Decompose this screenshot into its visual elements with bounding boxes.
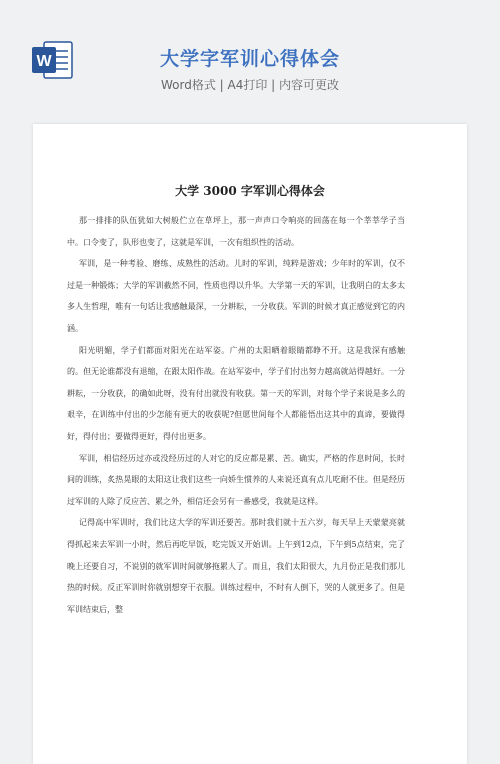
page-title: 大学字军训心得体会 <box>159 48 340 70</box>
paragraph: 阳光明媚，学子们都面对阳光在站军姿。广州的太阳晒着眼睛都睁不开。这是我深有感触的。但无论谁都没有退缩，在跟太阳作战。在站军姿中，学子们付出努力越高就站得越好。一分耕耘，一分收获，的确如此呀，没有付出就没有收获。第一天的军训，对每个学子来说是多么的艰辛，在训练中付出的少怎能有更大的收获呢?但愿世间每个人都能悟出这其中的真谛，要做得好，得付出；要做得更好，得付出更多。 <box>67 345 405 441</box>
paragraph: 军训，相信经历过亦或没经历过的人对它的反应都是累、苦。确实，严格的作息时间，长时间的训练，炙热晃眼的太阳这让我们这些一向娇生惯养的人来说还真有点儿吃耐不住。但是经历过军训的人除了反应苦、累之外，相信还会另有一番感受，我就是这样。 <box>67 453 405 506</box>
document-title: 大学 3000 字军训心得体会 <box>175 184 325 198</box>
paragraph: 那一排排的队伍犹如大树般伫立在草坪上，那一声声口令响亮的回荡在每一个莘莘学子当中。口令变了，队形也变了，这就是军训，一次有组织性的活动。 <box>67 216 405 247</box>
word-icon-letter: W <box>36 53 52 70</box>
page-header <box>0 0 500 120</box>
paragraph: 军训，是一种考验、磨练、成熟性的活动。儿时的军训，纯粹是游戏；少年时的军训，仅不过是一种锻炼；大学的军训截然不同，性质也得以升华。大学第一天的军训，让我明白的太多太多人生哲理，唯有一句话让我感触最深，一分耕耘，一分收获。军训的时候才真正感觉到它的内涵。 <box>67 259 405 333</box>
page-subtitle: Word格式 | A4打印 | 内容可更改 <box>160 78 340 92</box>
paragraph: 记得高中军训时，我们比这大学的军训还要苦。那时我们就十五六岁，每天早上天蒙蒙亮就得抓起来去军训一小时，然后再吃早饭，吃完饭又开始训。上午到12点，下午到5点结束，完了晚上还要自习，不说别的就军训时间就够拖累人了。而且，我们太阳很大，九月份正是我们那儿热的时候。反正军训时你就别想穿干衣服。训练过程中，不时有人倒下，哭的人就更多了。但是军训结束后，整 <box>67 518 405 614</box>
document-body <box>67 210 405 620</box>
